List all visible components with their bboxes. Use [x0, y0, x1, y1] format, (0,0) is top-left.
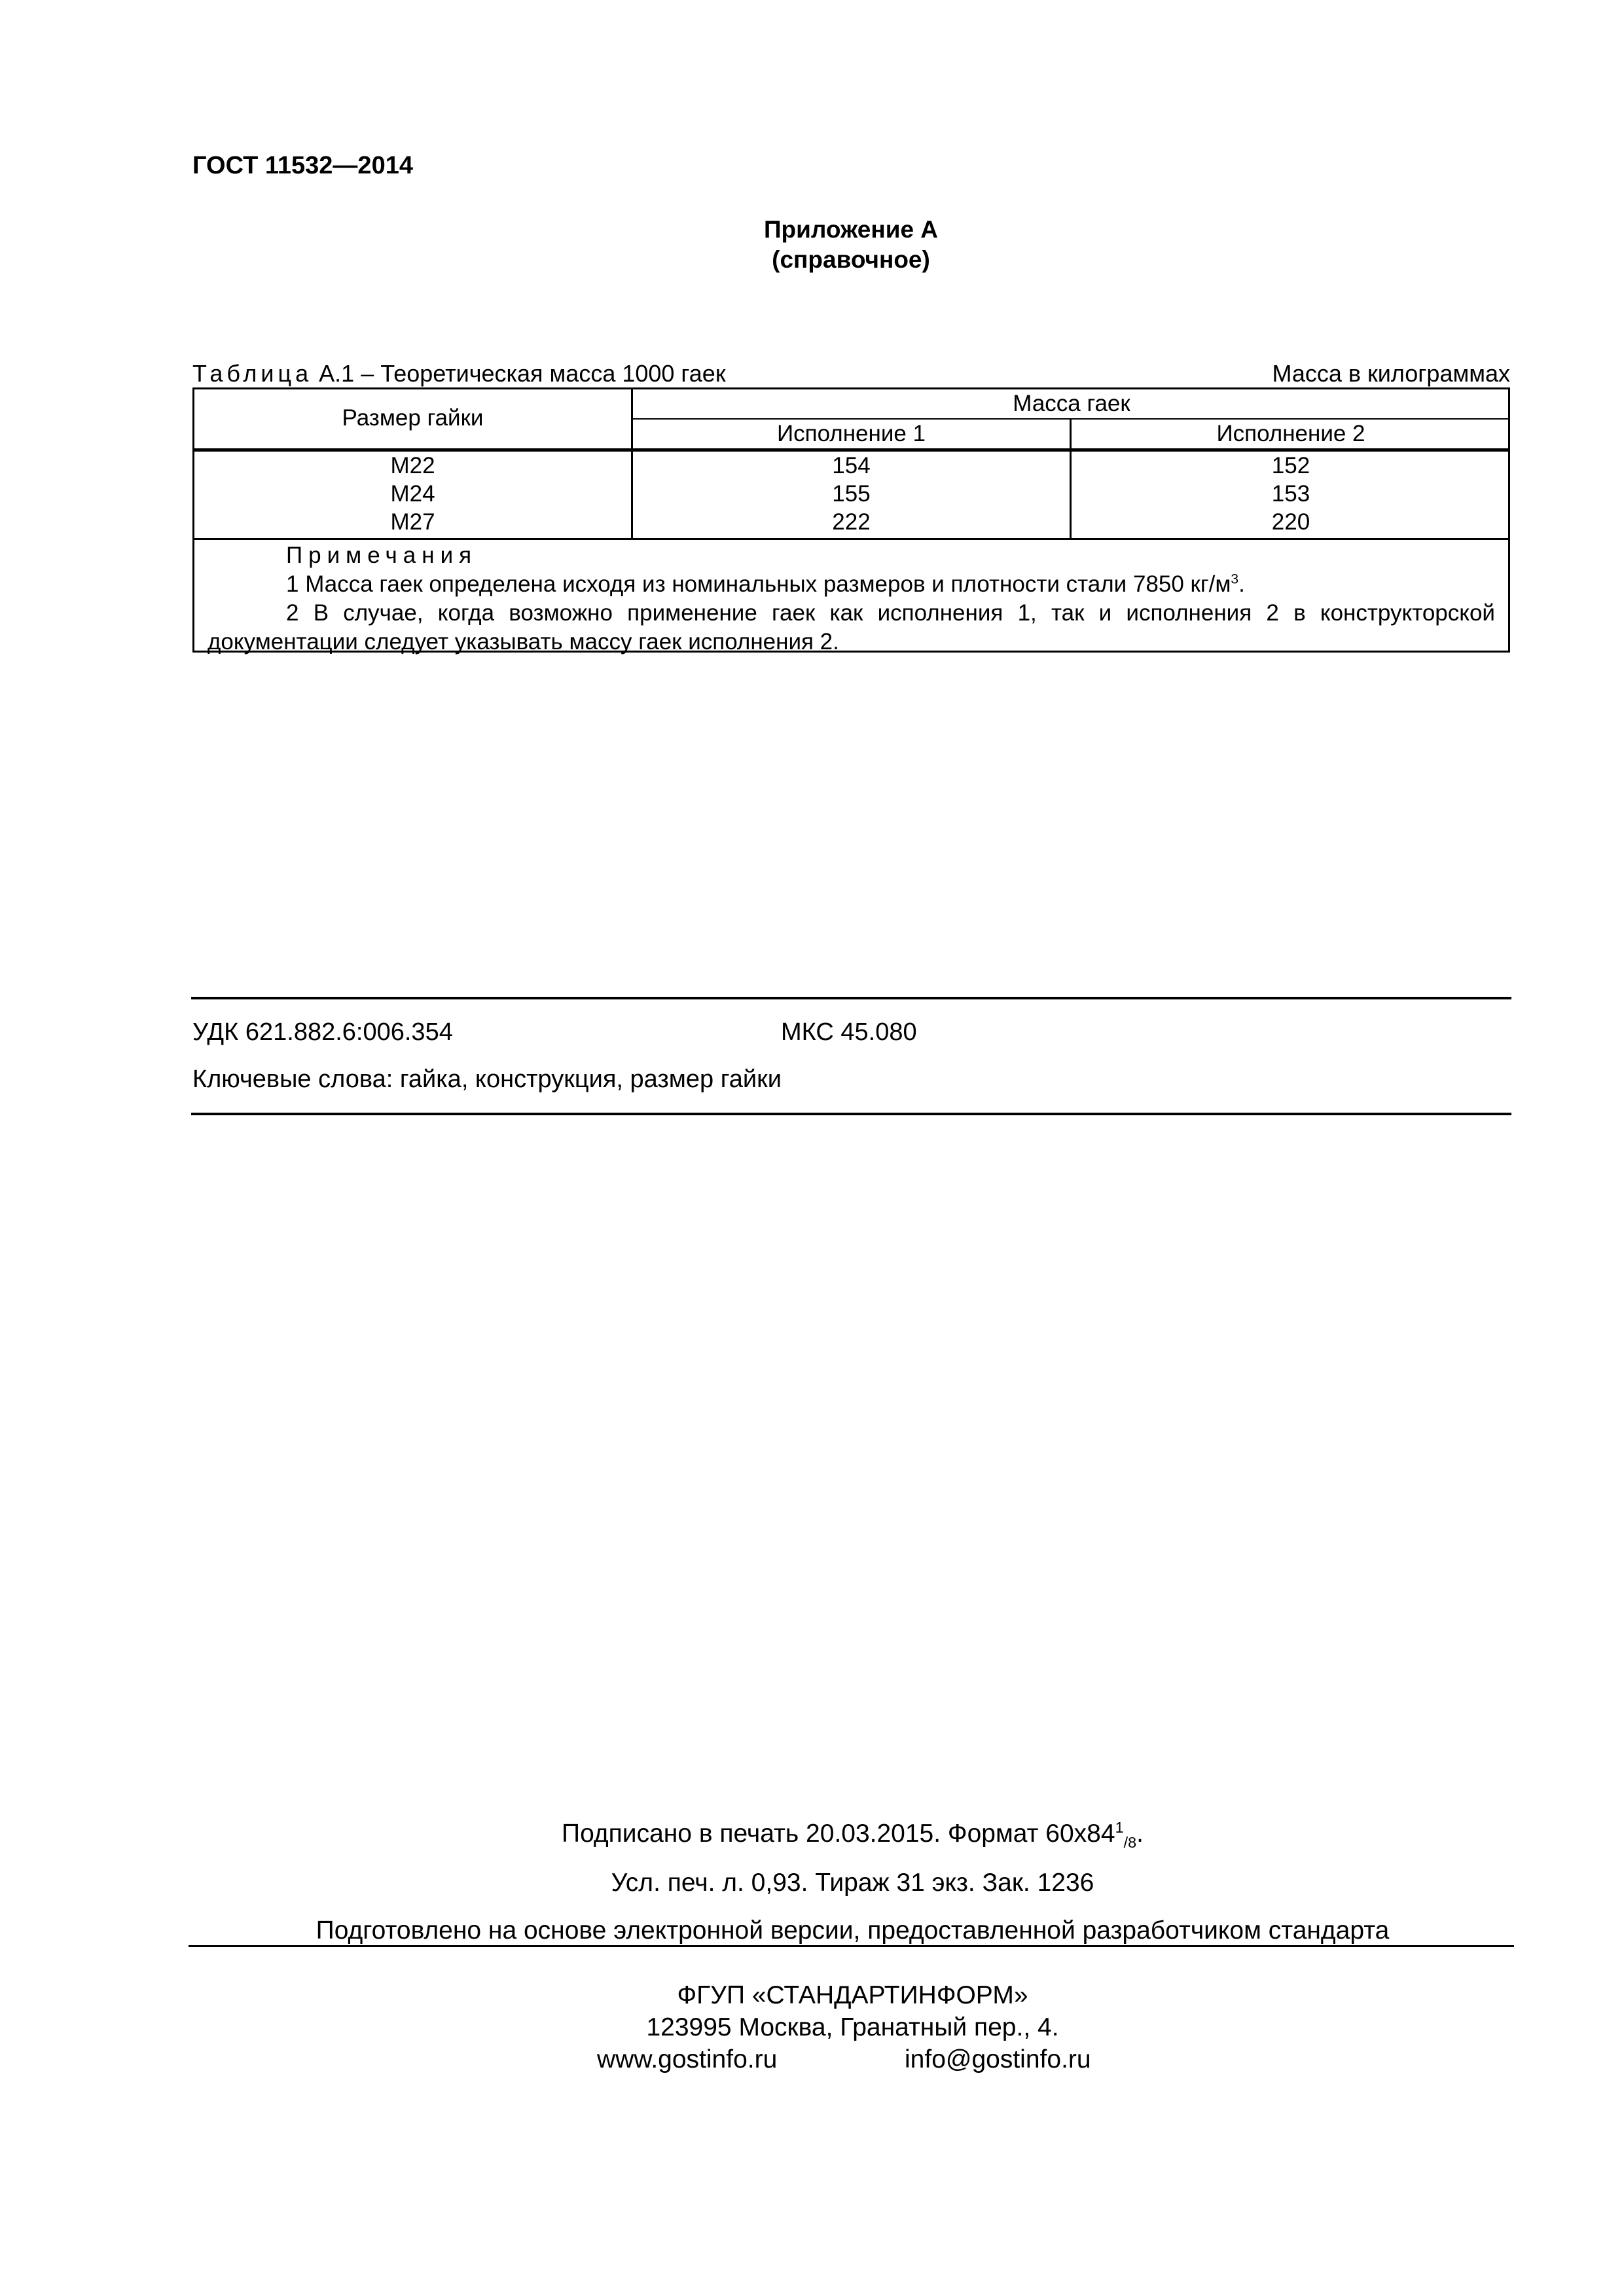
format-end: .	[1136, 1820, 1144, 1848]
standard-number: ГОСТ 11532—2014	[192, 152, 413, 179]
note-2: 2 В случае, когда возможно применение гаек как исполнения 1, так и исполнения 2 в конструкторской документации следует указывать массу гаек исполнения 2.	[208, 600, 1495, 655]
table-cell-v2: 153	[1271, 481, 1310, 507]
table-cell-size: М22	[390, 453, 435, 478]
appendix-subtitle: (справочное)	[772, 246, 930, 273]
table-caption-number: А.1	[319, 360, 355, 387]
col-v1-header: Исполнение 1	[776, 421, 926, 446]
mass-table	[192, 387, 1510, 653]
notes-title: Примечания	[286, 543, 478, 568]
note-1-sup: 3	[1231, 571, 1239, 587]
table-cell-v2: 220	[1271, 509, 1310, 535]
table-caption-text: – Теоретическая масса 1000 гаек	[361, 360, 726, 387]
table-caption-prefix: Таблица	[192, 360, 313, 387]
publisher-address: 123995 Москва, Гранатный пер., 4.	[646, 2013, 1059, 2041]
imprint-rule	[189, 1945, 1514, 1947]
table-notes	[208, 541, 1495, 656]
table-cell-v1: 155	[832, 481, 871, 507]
note-1	[208, 570, 1495, 599]
mks: МКС 45.080	[781, 1018, 917, 1046]
publisher-email[interactable]: info@gostinfo.ru	[905, 2045, 1091, 2073]
appendix-title: Приложение А	[763, 216, 939, 243]
note-1-text: 1 Масса гаек определена исходя из номинальных размеров и плотности стали 7850 кг/м	[286, 571, 1231, 597]
keywords: Ключевые слова: гайка, конструкция, размер гайки	[192, 1066, 782, 1093]
col-group-header: Масса гаек	[1013, 391, 1130, 416]
col-v2-header: Исполнение 2	[1216, 421, 1365, 446]
table-cell-v2: 152	[1271, 453, 1310, 478]
udk: УДК 621.882.6:006.354	[192, 1018, 453, 1046]
col-size-header: Размер гайки	[342, 405, 484, 431]
format-sub: /8	[1123, 1833, 1137, 1851]
format-sup: 1	[1115, 1819, 1124, 1836]
biblio-top-rule	[191, 997, 1511, 999]
table-cell-size: М27	[390, 509, 435, 535]
imprint-print-info: Усл. печ. л. 0,93. Тираж 31 экз. Зак. 1236	[611, 1869, 1094, 1897]
table-caption	[192, 360, 726, 387]
table-divider	[194, 538, 1510, 540]
imprint-signed-text: Подписано в печать 20.03.2015. Формат 60x84	[562, 1820, 1115, 1848]
table-cell-v1: 222	[832, 509, 871, 535]
imprint-prepared: Подготовлено на основе электронной версии, предоставленной разработчиком стандарта	[316, 1916, 1390, 1945]
table-cell-v1: 154	[832, 453, 871, 478]
imprint-signed	[0, 1819, 1624, 1851]
biblio-bottom-rule	[191, 1113, 1511, 1115]
table-cell-size: М24	[390, 481, 435, 507]
note-1-end: .	[1238, 571, 1245, 597]
publisher-website[interactable]: www.gostinfo.ru	[597, 2045, 778, 2073]
publisher-name: ФГУП «СТАНДАРТИНФОРМ»	[677, 1981, 1028, 2009]
table-units: Масса в килограммах	[1272, 360, 1510, 387]
